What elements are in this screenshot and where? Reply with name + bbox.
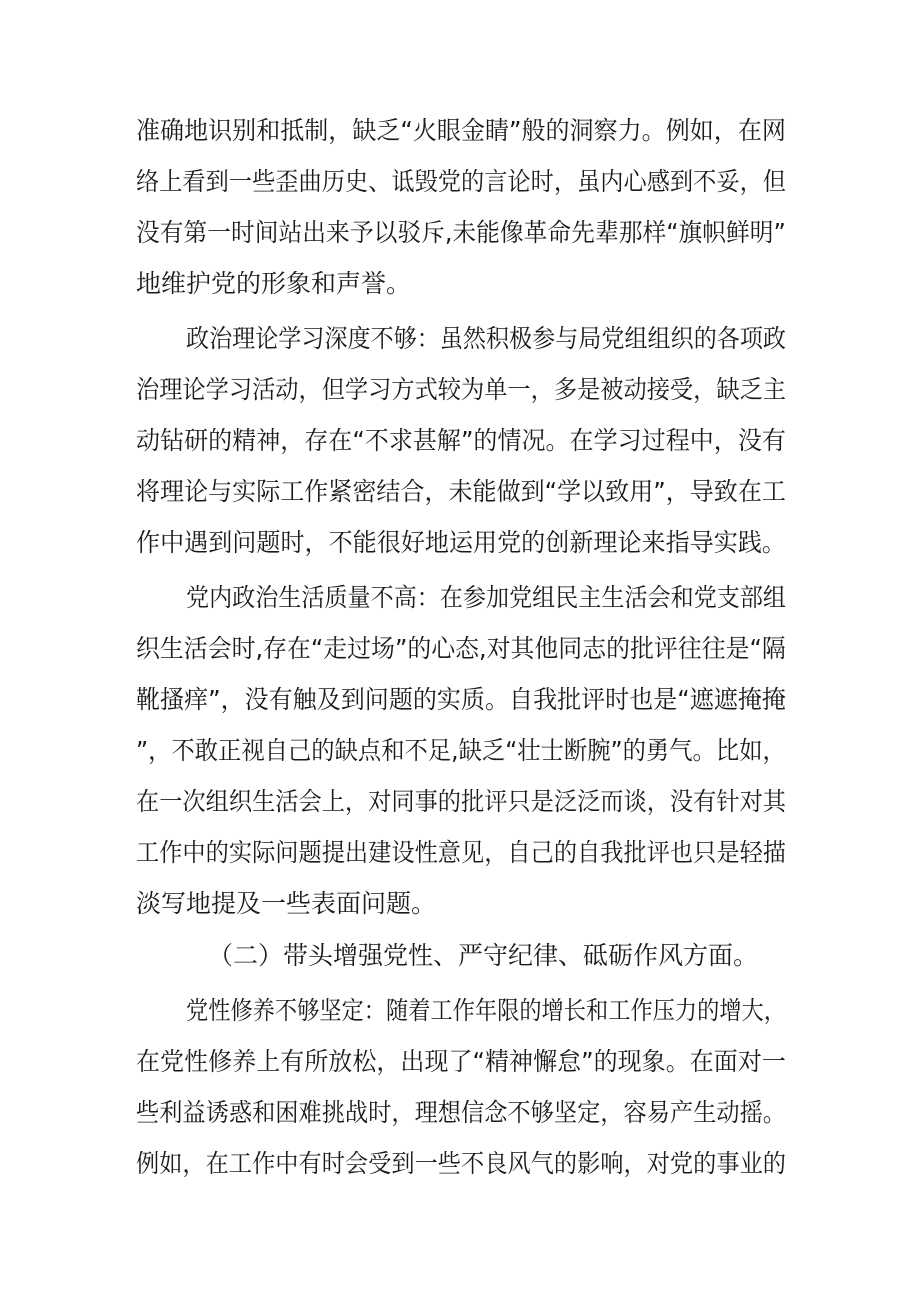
paragraph-line: 络上看到一些歪曲历史、诋毁党的言论时，虽内心感到不妥，但 <box>136 167 787 196</box>
paragraph-line: 靴搔痒”，没有触及到问题的实质。自我批评时也是“遮遮掩掩 <box>136 685 786 714</box>
paragraph-line: 没有第一时间站出来予以驳斥,未能像革命先辈那样“旗帜鲜明” <box>136 218 786 247</box>
paragraph-line: 治理论学习活动，但学习方式较为单一，多是被动接受，缺乏主 <box>136 375 787 404</box>
paragraph-line: 工作中的实际问题提出建设性意见，自己的自我批评也只是轻描 <box>136 838 787 867</box>
paragraph-line: 地维护党的形象和声誉。 <box>136 269 412 298</box>
paragraph-line: 些利益诱惑和困难挑战时，理想信念不够坚定，容易产生动摇。 <box>136 1098 787 1127</box>
paragraph-line: 在党性修养上有所放松，出现了“精神懈怠”的现象。在面对一 <box>136 1047 786 1076</box>
section-heading: （二）带头增强党性、严守纪律、砥砺作风方面。 <box>208 941 759 970</box>
paragraph-line: 准确地识别和抵制，缺乏“火眼金睛”般的洞察力。例如，在网 <box>136 116 786 145</box>
paragraph-line: 淡写地提及一些表面问题。 <box>136 889 437 918</box>
paragraph-line: 党性修养不够坚定：随着工作年限的增长和工作压力的增大， <box>186 996 787 1025</box>
paragraph-line: 作中遇到问题时，不能很好地运用党的创新理论来指导实践。 <box>136 528 787 557</box>
paragraph-line: 将理论与实际工作紧密结合，未能做到“学以致用”，导致在工 <box>136 477 786 506</box>
paragraph-line: 党内政治生活质量不高：在参加党组民主生活会和党支部组 <box>186 583 787 612</box>
paragraph-line: 例如，在工作中有时会受到一些不良风气的影响，对党的事业的 <box>136 1149 787 1178</box>
paragraph-line: 织生活会时,存在“走过场”的心态,对其他同志的批评往往是“隔 <box>136 634 786 663</box>
paragraph-line: ”，不敢正视自己的缺点和不足,缺乏“壮士断腕”的勇气。比如， <box>136 736 786 765</box>
paragraph-line: 在一次组织生活会上，对同事的批评只是泛泛而谈，没有针对其 <box>136 787 787 816</box>
paragraph-line: 动钻研的精神，存在“不求甚解”的情况。在学习过程中，没有 <box>136 426 786 455</box>
paragraph-line: 政治理论学习深度不够：虽然积极参与局党组组织的各项政 <box>186 324 787 353</box>
